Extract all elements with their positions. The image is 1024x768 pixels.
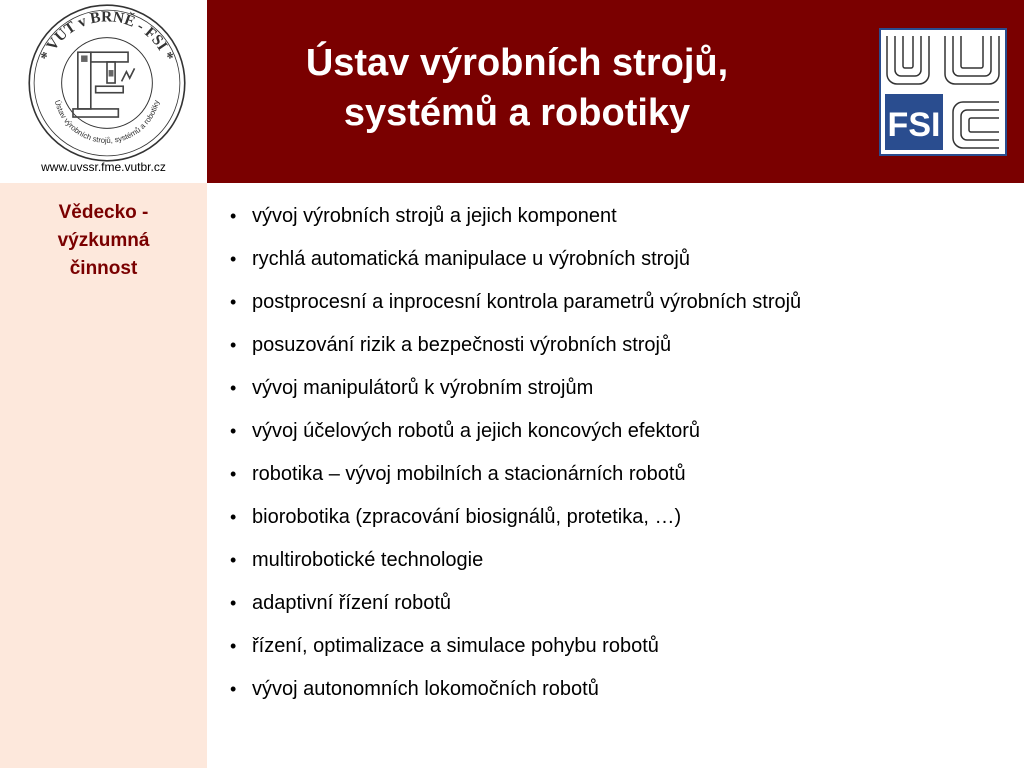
list-item: • postprocesní a inprocesní kontrola parametrů výrobních strojů xyxy=(228,284,1008,327)
list-item: • biorobotika (zpracování biosignálů, protetika, …) xyxy=(228,499,1008,542)
sidebar-title-line-2: výzkumná xyxy=(57,230,150,251)
list-item: • vývoj výrobních strojů a jejich komponent xyxy=(228,198,1008,241)
list-item: • robotika – vývoj mobilních a stacionárních robotů xyxy=(228,456,1008,499)
sidebar-title-line-3: činnost xyxy=(69,258,138,279)
research-topics-list xyxy=(228,198,1008,714)
page-title-line-2: systémů a robotiky xyxy=(343,92,691,134)
svg-text:* VUT v BRNĚ - FSI *: * VUT v BRNĚ - FSI * xyxy=(37,8,177,64)
list-item: • řízení, optimalizace a simulace pohybu robotů xyxy=(228,628,1008,671)
institute-seal-logo xyxy=(26,2,188,164)
svg-text:FSI: FSI xyxy=(887,106,941,144)
list-item: • vývoj autonomních lokomočních robotů xyxy=(228,671,1008,714)
logo-panel xyxy=(0,0,207,183)
page-title xyxy=(207,38,827,138)
sidebar-title-line-1: Vědecko - xyxy=(58,202,149,223)
header-banner xyxy=(207,0,1024,183)
fsi-faculty-logo xyxy=(879,28,1007,156)
sidebar-section-title xyxy=(0,183,207,283)
website-url[interactable]: www.uvssr.fme.vutbr.cz xyxy=(41,160,166,174)
list-item: • vývoj účelových robotů a jejich koncových efektorů xyxy=(228,413,1008,456)
list-item: • vývoj manipulátorů k výrobním strojům xyxy=(228,370,1008,413)
list-item: • adaptivní řízení robotů xyxy=(228,585,1008,628)
sidebar xyxy=(0,183,207,768)
list-item: • rychlá automatická manipulace u výrobních strojů xyxy=(228,241,1008,284)
list-item: • multirobotické technologie xyxy=(228,542,1008,585)
svg-text:Ústav výrobních strojů, systém: Ústav výrobních strojů, systémů a robotiky xyxy=(52,99,162,145)
list-item: • posuzování rizik a bezpečnosti výrobních strojů xyxy=(228,327,1008,370)
page-title-line-1: Ústav výrobních strojů, xyxy=(305,42,729,84)
